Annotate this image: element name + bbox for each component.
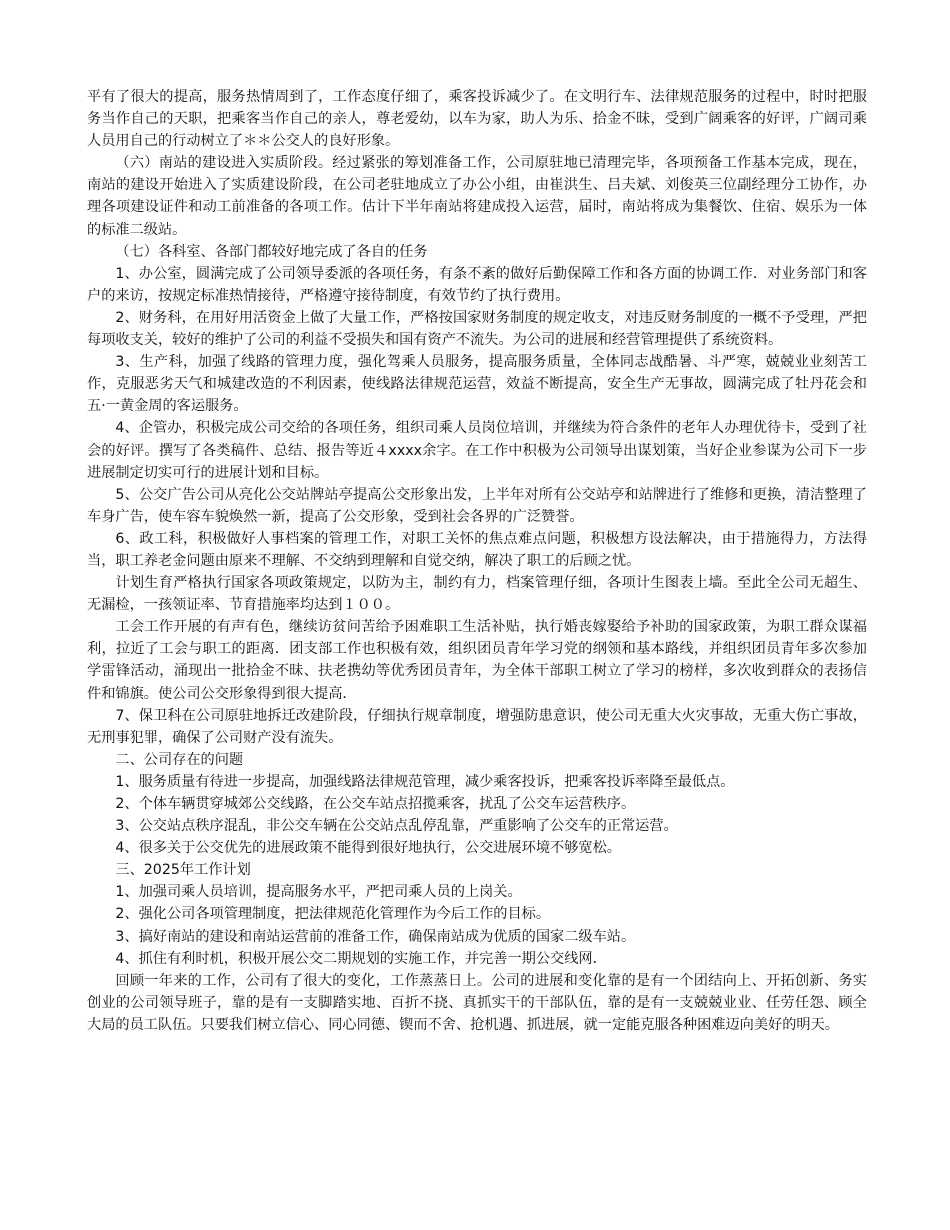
paragraph-enterprise-management: 4、企管办，积极完成公司交给的各项任务，组织司乘人员岗位培训，并继续为符合条件的老年人办理优待卡，受到了社会的好评。撰写了各类稿件、总结、报告等近４xxxx余字。在工作中积极为公司领导出谋划策，当好企业参谋为公司下一步进展制定切实可行的进展计划和目标。 [87, 420, 867, 481]
paragraph-union-work: 工会工作开展的有声有色，继续访贫问苦给予困难职工生活补贴，执行婚丧嫁娶给予补助的国家政策，为职工群众谋福利，拉近了工会与职工的距离．团支部工作也积极有效，组织团员青年学习党的纲领和基本路线，并组织团员青年多次参加学雷锋活动，涌现出一批拾金不昧、扶老携幼等优秀团员青年，为全体干部职工树立了学习的榜样，多次收到群众的表扬信件和锦旗。使公司公交形象得到很大提高． [87, 619, 867, 702]
paragraph-political-work: 6、政工科，积极做好人事档案的管理工作，对职工关怀的焦点难点问题，积极想方设法解决，由于措施得力，方法得当，职工养老金问题由原来不理解、不交纳到理解和自觉交纳，解决了职工的后顾之忧。 [87, 530, 867, 569]
paragraph-security: 7、保卫科在公司原驻地拆迁改建阶段，仔细执行规章制度，增强防患意识，使公司无重大火灾事故，无重大伤亡事故，无刑事犯罪，确保了公司财产没有流失。 [87, 707, 867, 746]
plan-item-3: 3、搞好南站的建设和南站运营前的准备工作，确保南站成为优质的国家二级车站。 [115, 928, 636, 945]
document-body [87, 86, 867, 1036]
paragraph-south-station-construction: （六）南站的建设进入实质阶段。经过紧张的筹划准备工作，公司原驻地已清理完毕，各项预备工作基本完成，现在，南站的建设开始进入了实质建设阶段，在公司老驻地成立了办公小组，由崔洪生、吕夫斌、刘俊英三位副经理分工协作，办理各项建设证件和动工前准备的各项工作。估计下半年南站将建成投入运营，届时，南站将成为集餐饮、住宿、娱乐为一体的标准二级站。 [87, 155, 867, 238]
plan-item-1: 1、加强司乘人员培训，提高服务水平，严把司乘人员的上岗关。 [115, 884, 522, 901]
paragraph-family-planning: 计划生育严格执行国家各项政策规定，以防为主，制约有力，档案管理仔细，各项计生图表上墙。至此全公司无超生、无漏检，一孩领证率、节育措施率均达到１００。 [87, 575, 867, 614]
paragraph-office: 1、办公室，圆满完成了公司领导委派的各项任务，有条不紊的做好后勤保障工作和各方面的协调工作．对业务部门和客户的来访，按规定标准热情接待，严格遵守接待制度，有效节约了执行费用。 [87, 265, 867, 304]
plan-item-4: 4、抓住有利时机，积极开展公交二期规划的实施工作，并完善一期公交线网． [115, 950, 607, 967]
problem-item-2: 2、个体车辆贯穿城郊公交线路，在公交车站点招揽乘客，扰乱了公交车运营秩序。 [115, 796, 636, 812]
section-heading-work-plan: 三、2025年工作计划 [115, 862, 251, 879]
paragraph-production: 3、生产科，加强了线路的管理力度，强化驾乘人员服务，提高服务质量，全体同志战酷暑、斗严寒，兢兢业业刻苦工作，克服恶劣天气和城建改造的不利因素，使线路法律规范运营，效益不断提高，安全生产无事故，圆满完成了牡丹花会和五·一黄金周的客运服务。 [87, 354, 867, 415]
problem-item-4: 4、很多关于公交优先的进展政策不能得到很好地执行，公交进展环境不够宽松。 [115, 840, 621, 857]
section-heading-problems: 二、公司存在的问题 [115, 751, 244, 768]
paragraph-finance: 2、财务科，在用好用活资金上做了大量工作，严格按国家财务制度的规定收支，对违反财务制度的一概不予受理，严把每项收支关，较好的维护了公司的利益不受损失和国有资产不流失。为公司的进展和经营管理提供了系统资料。 [87, 309, 867, 349]
problem-item-3: 3、公交站点秩序混乱，非公交车辆在公交站点乱停乱靠，严重影响了公交车的正常运营。 [115, 818, 678, 835]
section-heading-departments: （七）各科室、各部门都较好地完成了各自的任务 [115, 243, 428, 260]
plan-item-2: 2、强化公司各项管理制度，把法律规范化管理作为今后工作的目标。 [115, 906, 551, 923]
paragraph-service-quality-continued: 平有了很大的提高，服务热情周到了，工作态度仔细了，乘客投诉减少了。在文明行车、法律规范服务的过程中，时时把服务当作自己的天职，把乘客当作自己的亲人，尊老爱幼，以车为家，助人为乐、拾金不昧，受到广阔乘客的好评，广阔司乘人员用自己的行动树立了＊＊公交人的良好形象。 [87, 89, 867, 150]
paragraph-conclusion: 回顾一年来的工作，公司有了很大的变化，工作蒸蒸日上。公司的进展和变化靠的是有一个团结向上、开拓创新、务实创业的公司领导班子，靠的是有一支脚踏实地、百折不挠、真抓实干的干部队伍，靠的是有一支兢兢业业、任劳任怨、顾全大局的员工队伍。只要我们树立信心、同心同德、锲而不舍、抢机遇、抓进展，就一定能克服各种困难迈向美好的明天。 [87, 972, 867, 1033]
paragraph-advertising: 5、公交广告公司从亮化公交站牌站亭提高公交形象出发，上半年对所有公交站亭和站牌进行了维修和更换，清洁整理了车身广告，使车容车貌焕然一新，提高了公交形象，受到社会各界的广泛赞誉。 [87, 486, 867, 525]
problem-item-1: 1、服务质量有待进一步提高，加强线路法律规范管理，减少乘客投诉，把乘客投诉率降至最低点。 [115, 773, 735, 790]
